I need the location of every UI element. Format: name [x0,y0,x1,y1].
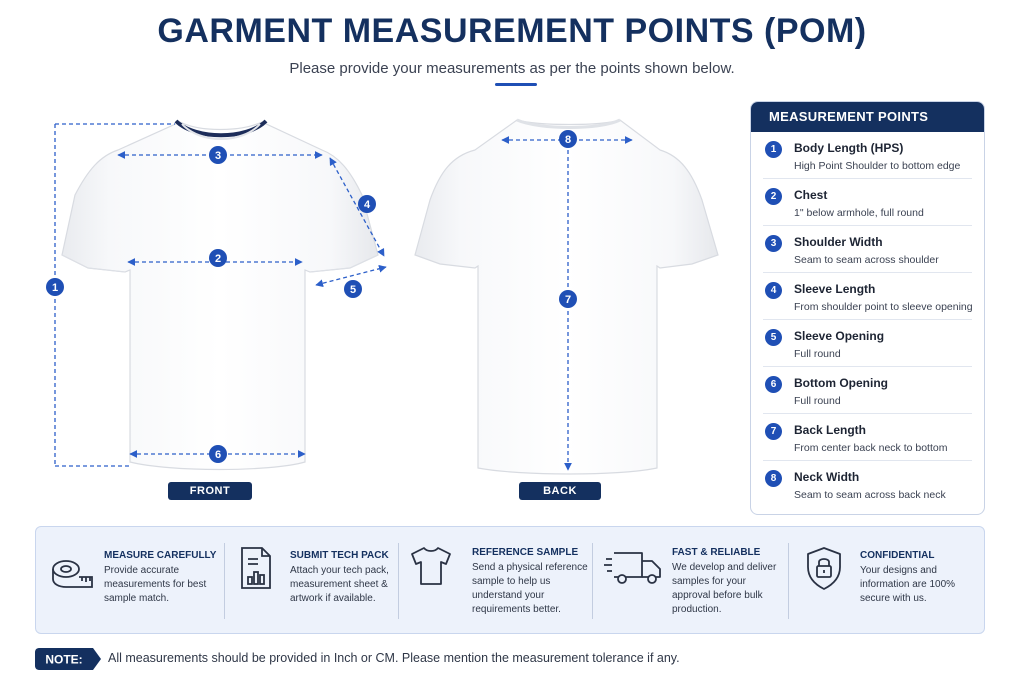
info-line: measurements for best [104,579,207,590]
front-view-label: FRONT [168,482,252,500]
info-line: understand your [472,590,545,601]
point-description: High Point Shoulder to bottom edge [794,160,961,172]
info-line: information are 100% [860,579,956,590]
divider [224,543,225,619]
divider [398,543,399,619]
info-item-measure [50,527,240,635]
list-item [763,320,972,367]
svg-text:4: 4 [363,199,371,211]
badge-1 [46,278,64,296]
badge-5 [344,280,362,298]
point-number: 5 [765,329,782,346]
point-number: 6 [765,376,782,393]
list-item [763,273,972,320]
list-item [763,414,972,461]
list-item [763,367,972,414]
point-number: 4 [765,282,782,299]
document-chart-icon [236,545,276,591]
info-line: Your designs and [860,565,937,576]
point-name: Neck Width [794,470,860,484]
svg-text:8: 8 [564,134,572,146]
point-number: 8 [765,470,782,487]
point-name: Sleeve Opening [794,329,885,343]
badge-3 [209,146,227,164]
info-title: REFERENCE SAMPLE [472,547,579,558]
info-description [672,561,776,617]
list-item [763,226,972,273]
point-name: Shoulder Width [794,235,883,249]
tshirt-icon [408,543,454,589]
info-description [860,564,955,606]
point-description: From shoulder point to sleeve opening [794,301,973,313]
info-title: MEASURE CAREFULLY [104,550,217,561]
point-name: Chest [794,188,828,202]
info-line: Provide accurate [104,565,180,576]
svg-text:5: 5 [349,284,357,296]
point-description: Full round [794,348,841,360]
info-line: sample to help us [472,576,551,587]
info-line: sample match. [104,593,170,604]
info-description [290,564,389,606]
info-line: artwork if available. [290,593,376,604]
badge-8 [559,130,577,148]
list-item [763,179,972,226]
title-underline [495,83,537,86]
badge-6 [209,445,227,463]
note-text: All measurements should be provided in Inch or CM. Please mention the measurement tolerance if any. [108,651,680,665]
svg-text:7: 7 [564,294,572,306]
point-number: 1 [765,141,782,158]
info-title: FAST & RELIABLE [672,547,761,558]
badge-4 [358,195,376,213]
info-line: approval before bulk [672,590,763,601]
panel-title: MEASUREMENT POINTS [751,102,984,132]
list-item [763,132,972,179]
svg-text:6: 6 [214,449,222,461]
point-description: From center back neck to bottom [794,442,948,454]
point-number: 3 [765,235,782,252]
info-line: samples for your [672,576,746,587]
info-item-reference-sample [408,527,598,635]
divider [788,543,789,619]
svg-text:3: 3 [214,150,222,162]
badge-7 [559,290,577,308]
back-view-label: BACK [519,482,601,500]
shield-lock-icon [804,545,844,593]
tape-measure-icon [50,551,96,597]
info-item-fast-reliable [604,527,794,635]
note-badge [35,648,101,670]
garment-diagram [0,95,740,515]
info-line: We develop and deliver [672,562,777,573]
point-description: Seam to seam across shoulder [794,254,939,266]
info-description [104,564,206,606]
delivery-truck-icon [604,543,664,589]
front-tshirt [62,121,378,470]
info-line: production. [672,604,722,615]
measurement-points-panel [750,101,985,515]
badge-2 [209,249,227,267]
divider [592,543,593,619]
point-name: Bottom Opening [794,376,888,390]
svg-text:2: 2 [214,253,222,265]
info-bar [35,526,985,634]
page-subtitle: Please provide your measurements as per the points shown below. [289,60,735,77]
page-title: GARMENT MEASUREMENT POINTS (POM) [157,12,867,50]
list-item [763,461,972,508]
point-name: Sleeve Length [794,282,876,296]
info-line: requirements better. [472,604,561,615]
info-line: Attach your tech pack, [290,565,389,576]
point-number: 2 [765,188,782,205]
point-name: Back Length [794,423,867,437]
point-name: Body Length (HPS) [794,141,904,155]
point-number: 7 [765,423,782,440]
info-item-tech-pack [236,527,396,635]
info-line: measurement sheet & [290,579,388,590]
info-title: CONFIDENTIAL [860,550,935,561]
info-title: SUBMIT TECH PACK [290,550,389,561]
point-description: Seam to seam across back neck [794,489,946,501]
info-description [472,561,588,617]
info-item-confidential [804,527,974,635]
point-description: Full round [794,395,841,407]
point-description: 1" below armhole, full round [794,207,924,219]
note-label: NOTE: [45,652,83,667]
svg-text:1: 1 [51,282,59,294]
info-line: Send a physical reference [472,562,588,573]
info-line: secure with us. [860,593,927,604]
